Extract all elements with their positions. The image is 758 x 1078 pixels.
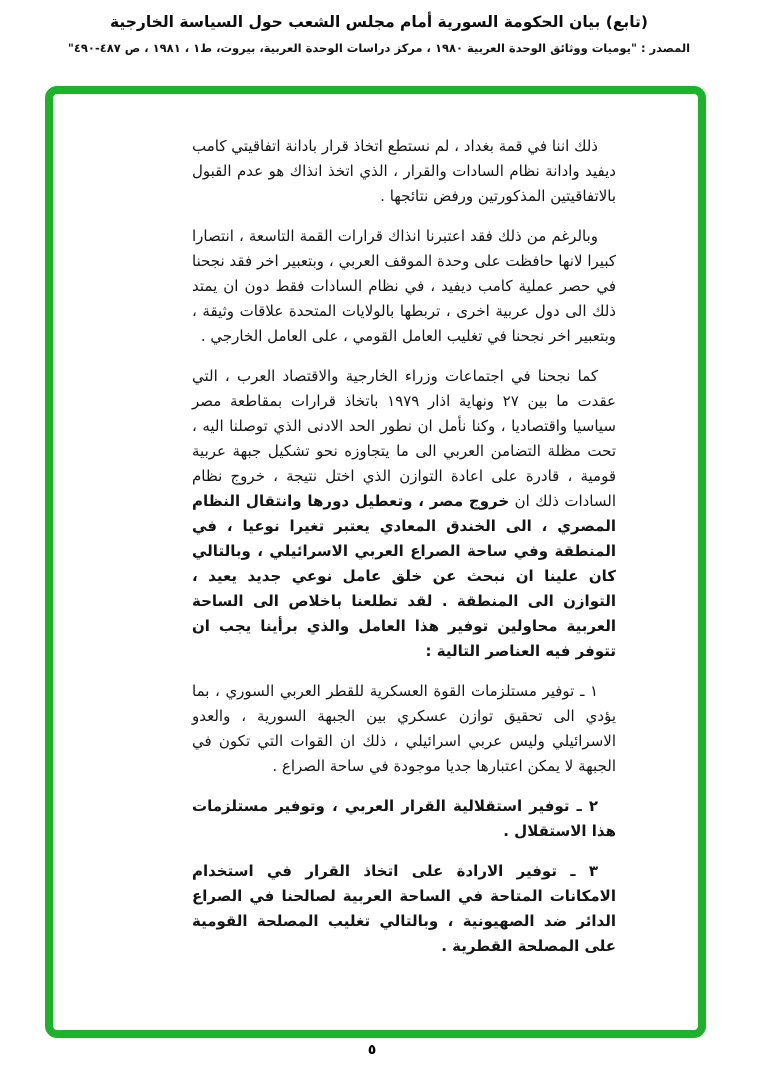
page-number: ٥ — [367, 1042, 377, 1058]
document-body — [192, 134, 616, 959]
paragraph-3-part-b: خروج مصر ، وتعطيل دورها وانتقال النظام المصري ، الى الخندق المعادي يعتبر تغيرا نوعيا ، في المنطقة وفي ساحة الصراع العربي الاسرائيلي ، وبالتالي كان علينا ان نبحث عن خلق عامل نوعي جديد يعيد ، التوازن الى المنطقة . لقد تطلعنا باخلاص الى الساحة العربية محاولين توفير هذا العامل والذي برأينا يجب ان تتوفر فيه العناصر التالية : — [192, 492, 616, 660]
numbered-item-1: ١ ـ توفير مستلزمات القوة العسكرية للقطر العربي السوري ، بما يؤدي الى تحقيق توازن عسكري بين الجبهة السورية ، والعدو الاسرائيلي وليس عربي اسرائيلي ، ذلك ان القوات التي تكون في الجبهة لا يمكن اعتبارها جديا موجودة في ساحة الصراع . — [192, 682, 616, 775]
paragraph-2: وبالرغم من ذلك فقد اعتبرنا انذاك قرارات القمة التاسعة ، انتصارا كبيرا لانها حافظت على وحدة الموقف العربي ، وبتعبير اخر فقد نجحنا في حصر عملية كامب ديفيد ، في نظام السادات فقط دون ان يمتد ذلك الى دول عربية اخرى ، تربطها بالولايات المتحدة علاقات وثيقة ، وبتعبير اخر نجحنا في تغليب العامل القومي ، على العامل الخارجي . — [192, 227, 616, 345]
source-citation: المصدر : "يوميات ووثائق الوحدة العربية ١٩٨٠ ، مركز دراسات الوحدة العربية، بيروت، ط١ ، ١٩٨١ ، ص ٤٨٧-٤٩٠" — [67, 40, 691, 55]
numbered-item-2: ٢ ـ توفير استقلالية القرار العربي ، وتوفير مستلزمات هذا الاستقلال . — [192, 797, 616, 840]
paragraph-1: ذلك اننا في قمة بغداد ، لم نستطع اتخاذ قرار بادانة اتفاقيتي كامب ديفيد وادانة نظام السادات والقرار ، الذي اتخذ انذاك هو عدم القبول بالاتفاقيتين المذكورتين ورفض نتائجها . — [192, 137, 616, 205]
paragraph-3 — [192, 364, 616, 664]
numbered-item-3: ٣ ـ توفير الارادة على اتخاذ القرار في استخدام الامكانات المتاحة في الساحة العربية لصالحنا في الصراع الدائر ضد الصهيونية ، وبالتالي تغليب المصلحة القومية على المصلحة القطرية . — [192, 862, 616, 955]
green-border-frame — [45, 86, 706, 1038]
paragraph-3-part-a: كما نجحنا في اجتماعات وزراء الخارجية والاقتصاد العرب ، التي عقدت ما بين ٢٧ ونهاية اذار ١٩٧٩ باتخاذ قرارات بمقاطعة مصر سياسيا واقتصاديا ، وكنا نأمل ان نطور الحد الادنى الذي توصلنا اليه ، تحت مظلة التضامن العربي الى ما يتجاوزه نحو تشكيل جبهة عربية قومية ، قادرة على اعادة التوازن الذي اختل نتيجة ، خروج نظام السادات ذلك ان — [192, 367, 616, 510]
document-title: (تابع) بيان الحكومة السورية أمام مجلس الشعب حول السياسة الخارجية — [110, 13, 648, 31]
document-header — [0, 0, 758, 55]
